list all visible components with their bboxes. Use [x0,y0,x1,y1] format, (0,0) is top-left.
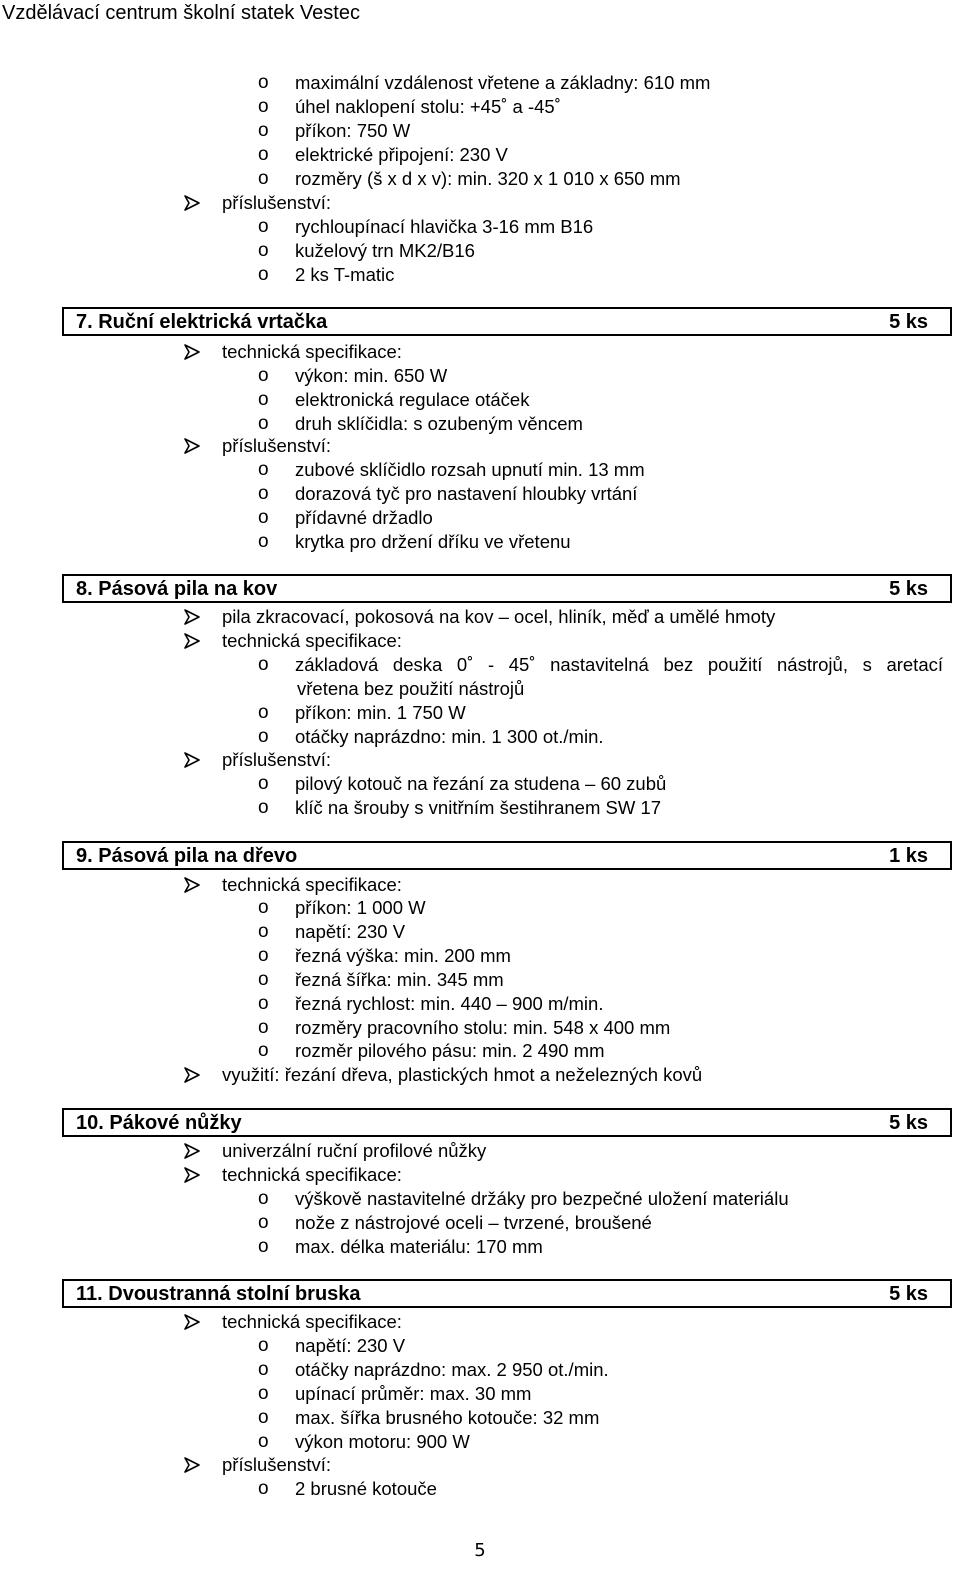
list-item-text: druh sklíčidla: s ozubeným věncem [295,413,583,434]
list-item [0,1334,960,1358]
list-item-text: úhel naklopení stolu: +45˚ a -45˚ [295,96,561,117]
circle-bullet-icon: o [258,144,269,165]
list-item [0,71,960,95]
list-item [0,1430,960,1454]
circle-bullet-icon: o [258,216,269,237]
arrow-list-item-text: příslušenství: [222,192,331,213]
list-item [0,364,960,388]
arrow-list-item-text: technická specifikace: [222,874,402,895]
list-item [0,653,960,677]
list-item [0,530,960,554]
list-item [0,412,960,436]
circle-bullet-icon: o [258,459,269,480]
arrow-list-item-text: technická specifikace: [222,1311,402,1332]
list-item [0,1382,960,1406]
arrow-list-item-text: příslušenství: [222,435,331,456]
list-item [0,506,960,530]
circle-bullet-icon: o [258,1040,269,1061]
section-quantity: 1 ks [889,845,928,867]
list-item-text: max. délka materiálu: 170 mm [295,1236,543,1257]
section-quantity: 5 ks [889,1283,928,1305]
circle-bullet-icon: o [258,507,269,528]
circle-bullet-icon: o [258,726,269,747]
circle-bullet-icon: o [258,897,269,918]
circle-bullet-icon: o [258,120,269,141]
list-item-text: rychloupínací hlavička 3-16 mm B16 [295,216,594,237]
circle-bullet-icon: o [258,1188,269,1209]
arrow-bullet-icon [182,630,208,654]
list-item [0,968,960,992]
list-item [0,1358,960,1382]
list-item-text: rozměry (š x d x v): min. 320 x 1 010 x 650 mm [295,168,681,189]
arrow-list-item-text: příslušenství: [222,749,331,770]
list-item-text: upínací průměr: max. 30 mm [295,1383,532,1404]
list-item-text: 2 brusné kotouče [295,1478,437,1499]
circle-bullet-icon: o [258,1478,269,1499]
list-item [0,796,960,820]
list-item-text: přídavné držadlo [295,507,433,528]
list-item-text: výškově nastavitelné držáky pro bezpečné uložení materiálu [295,1188,789,1209]
list-item-text: max. šířka brusného kotouče: 32 mm [295,1407,600,1428]
arrow-bullet-icon [182,435,208,459]
list-item-text: otáčky naprázdno: min. 1 300 ot./min. [295,726,604,747]
arrow-list-item [0,340,960,364]
arrow-list-item [0,1453,960,1477]
arrow-bullet-icon [182,1454,208,1478]
list-item-text: elektronická regulace otáček [295,389,530,410]
list-item-text: příkon: 1 000 W [295,897,426,918]
list-item-text: maximální vzdálenost vřetene a základny: 610 mm [295,72,711,93]
list-item-text: vřetena bez použití nástrojů [297,678,525,699]
circle-bullet-icon: o [258,483,269,504]
circle-bullet-icon: o [258,921,269,942]
arrow-list-item [0,191,960,215]
arrow-list-item [0,629,960,653]
circle-bullet-icon: o [258,773,269,794]
list-item-text: otáčky naprázdno: max. 2 950 ot./min. [295,1359,609,1380]
circle-bullet-icon: o [258,531,269,552]
arrow-bullet-icon [182,1311,208,1335]
arrow-list-item-text: technická specifikace: [222,1164,402,1185]
section-title: 7. Ruční elektrická vrtačka [76,311,328,333]
arrow-list-item-text: technická specifikace: [222,630,402,651]
section-heading [62,307,952,336]
arrow-bullet-icon [182,1064,208,1088]
section-quantity: 5 ks [889,1112,928,1134]
list-item [0,239,960,263]
arrow-list-item-text: využití: řezání dřeva, plastických hmot a neželezných kovů [222,1064,703,1085]
list-item [0,458,960,482]
list-item [0,1187,960,1211]
list-item-text: krytka pro držení dříku ve vřetenu [295,531,571,552]
list-item-text: příkon: min. 1 750 W [295,702,466,723]
list-item-text: příkon: 750 W [295,120,411,141]
list-item [0,1211,960,1235]
circle-bullet-icon: o [258,1212,269,1233]
circle-bullet-icon: o [258,168,269,189]
arrow-list-item-text: příslušenství: [222,1454,331,1475]
circle-bullet-icon: o [258,365,269,386]
section-title: 9. Pásová pila na dřevo [76,845,298,867]
list-item [0,944,960,968]
section-quantity: 5 ks [889,578,928,600]
circle-bullet-icon: o [258,1431,269,1452]
list-item-text: elektrické připojení: 230 V [295,144,508,165]
list-item-text: nože z nástrojové oceli – tvrzené, broušené [295,1212,652,1233]
circle-bullet-icon: o [258,413,269,434]
arrow-list-item [0,873,960,897]
list-item-text: řezná výška: min. 200 mm [295,945,511,966]
arrow-bullet-icon [182,1164,208,1188]
section-heading [62,574,952,603]
list-item [0,263,960,287]
section-title: 8. Pásová pila na kov [76,578,278,600]
list-item [0,167,960,191]
arrow-list-item [0,748,960,772]
list-item-text: pilový kotouč na řezání za studena – 60 zubů [295,773,667,794]
arrow-list-item-text: pila zkracovací, pokosová na kov – ocel, hliník, měď a umělé hmoty [222,606,776,627]
circle-bullet-icon: o [258,993,269,1014]
list-item-text: napětí: 230 V [295,921,406,942]
list-item-text: klíč na šrouby s vnitřním šestihranem SW 17 [295,797,662,818]
circle-bullet-icon: o [258,389,269,410]
arrow-list-item [0,1163,960,1187]
list-item [0,95,960,119]
list-item [0,1039,960,1063]
list-item [0,920,960,944]
list-item-text: zubové sklíčidlo rozsah upnutí min. 13 mm [295,459,645,480]
arrow-bullet-icon [182,341,208,365]
list-item-text: dorazová tyč pro nastavení hloubky vrtání [295,483,638,504]
arrow-bullet-icon [182,606,208,630]
list-item-text: rozměr pilového pásu: min. 2 490 mm [295,1040,605,1061]
circle-bullet-icon: o [258,72,269,93]
list-item-text: 2 ks T-matic [295,264,395,285]
arrow-list-item [0,434,960,458]
circle-bullet-icon: o [258,96,269,117]
circle-bullet-icon: o [258,702,269,723]
section-quantity: 5 ks [889,311,928,333]
arrow-list-item [0,605,960,629]
list-item-text: řezná rychlost: min. 440 – 900 m/min. [295,993,604,1014]
list-item [0,215,960,239]
list-item-text: napětí: 230 V [295,1335,406,1356]
section-title: 10. Pákové nůžky [76,1112,242,1134]
list-item [0,1406,960,1430]
document-header: Vzdělávací centrum školní statek Vestec [2,2,360,24]
arrow-list-item [0,1139,960,1163]
list-item-text: rozměry pracovního stolu: min. 548 x 400 mm [295,1017,671,1038]
circle-bullet-icon: o [258,654,269,675]
circle-bullet-icon: o [258,969,269,990]
list-item [0,482,960,506]
arrow-bullet-icon [182,1140,208,1164]
list-item [0,388,960,412]
list-item [0,119,960,143]
circle-bullet-icon: o [258,264,269,285]
circle-bullet-icon: o [258,797,269,818]
arrow-bullet-icon [182,192,208,216]
circle-bullet-icon: o [258,1383,269,1404]
list-item [0,725,960,749]
list-item [0,701,960,725]
arrow-list-item [0,1063,960,1087]
section-heading [62,1279,952,1308]
list-item-text: výkon: min. 650 W [295,365,448,386]
list-item [0,143,960,167]
list-item-text: základová deska 0˚ - 45˚ nastavitelná bez použití nástrojů, s aretací [295,654,943,675]
arrow-list-item [0,1310,960,1334]
arrow-list-item-text: technická specifikace: [222,341,402,362]
circle-bullet-icon: o [258,1359,269,1380]
list-item [0,1016,960,1040]
arrow-bullet-icon [182,874,208,898]
section-heading [62,841,952,870]
page-number: 5 [474,1540,486,1561]
circle-bullet-icon: o [258,945,269,966]
list-item-text: řezná šířka: min. 345 mm [295,969,504,990]
list-item-continuation [0,677,960,701]
circle-bullet-icon: o [258,240,269,261]
circle-bullet-icon: o [258,1407,269,1428]
list-item [0,992,960,1016]
section-heading [62,1108,952,1137]
list-item [0,772,960,796]
arrow-bullet-icon [182,749,208,773]
list-item [0,1235,960,1259]
circle-bullet-icon: o [258,1017,269,1038]
list-item [0,1477,960,1501]
list-item [0,896,960,920]
arrow-list-item-text: univerzální ruční profilové nůžky [222,1140,487,1161]
circle-bullet-icon: o [258,1236,269,1257]
list-item-text: kuželový trn MK2/B16 [295,240,475,261]
circle-bullet-icon: o [258,1335,269,1356]
section-title: 11. Dvoustranná stolní bruska [76,1283,361,1305]
list-item-text: výkon motoru: 900 W [295,1431,470,1452]
